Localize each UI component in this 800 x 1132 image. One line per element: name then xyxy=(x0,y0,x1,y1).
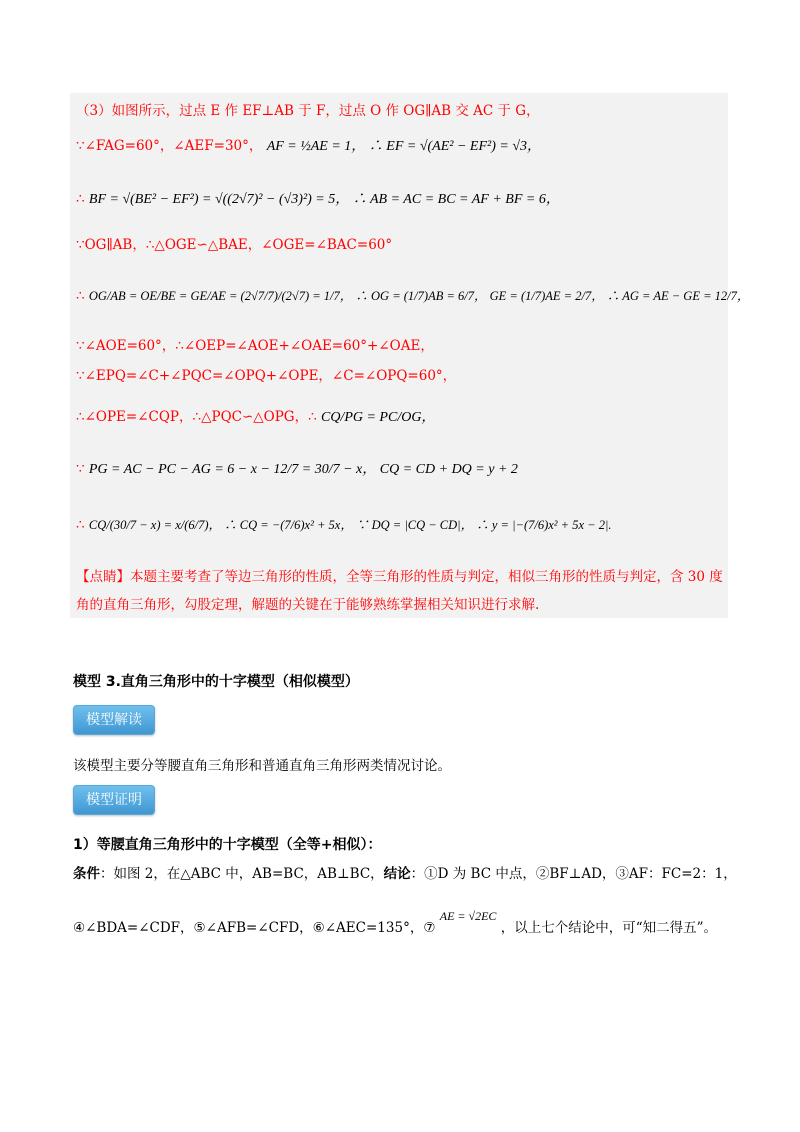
model-heading: 模型 3.直角三角形中的十字模型（相似模型） xyxy=(73,674,359,690)
formula: CQ/(30/7 − x) = x/(6/7)， ∴ CQ = −(7/6)x² + 5x， ∵ DQ = |CQ − CD|， ∴ y = |−(7/6)x² + 5x − 2|. xyxy=(88,518,612,532)
therefore-symbol: ∴ xyxy=(76,288,85,304)
because-symbol: ∵ xyxy=(76,461,85,477)
therefore-symbol: ∴ xyxy=(76,517,85,533)
solution-line-1 xyxy=(76,99,540,119)
condition-line xyxy=(73,862,737,882)
solution-line-6 xyxy=(76,334,434,354)
explain-text: 该模型主要分等腰直角三角形和普通直角三角形两类情况讨论。 xyxy=(73,758,451,774)
solution-box xyxy=(70,93,728,618)
formula: AE = √2EC xyxy=(439,909,497,923)
condition-text: ：如图 2，在△ABC 中，AB=BC，AB⊥BC， xyxy=(100,866,384,882)
conclusion-label: 结论 xyxy=(383,866,411,882)
line-text: （3）如图所示，过点 E 作 EF⊥AB 于 F，过点 O 作 OG∥AB 交 AC 于 G， xyxy=(76,103,540,119)
sub-heading: 1）等腰直角三角形中的十字模型（全等+相似）： xyxy=(73,837,382,853)
solution-line-10 xyxy=(76,515,612,533)
line-text: ∴∠OPE=∠CQP，∴△PQC∽△OPG，∴ xyxy=(76,409,317,425)
formula: AF = ½AE = 1， ∴ EF = √(AE² − EF²) = √3， xyxy=(266,139,542,154)
solution-line-8 xyxy=(76,405,435,426)
condition-label: 条件 xyxy=(73,866,100,882)
solution-line-9 xyxy=(76,458,518,478)
solution-line-7 xyxy=(76,364,456,384)
model-explain-button[interactable]: 模型解读 xyxy=(73,705,155,735)
key-point-note xyxy=(76,563,724,619)
line-text: ∵OG∥AB，∴△OGE∽△BAE，∠OGE=∠BAC=60° xyxy=(76,237,393,253)
line-text: ∵∠EPQ=∠C+∠PQC=∠OPQ+∠OPE，∠C=∠OPQ=60°， xyxy=(76,368,457,384)
line-text: ∵∠FAG=60°，∠AEF=30°， xyxy=(76,138,263,154)
conclusion-line-2 xyxy=(73,909,718,936)
note-label: 【点睛】 xyxy=(76,569,130,585)
formula: BF = √(BE² − EF²) = √((2√7)² − (√3)²) = 5， ∴ AB = AC = BC = AF + BF = 6， xyxy=(88,192,560,207)
note-text: 本题主要考查了等边三角形的性质，全等三角形的性质与判定，相似三角形的性质与判定，含 30 度角的直角三角形，勾股定理，解题的关键在于能够熟练掌握相关知识进行求解. xyxy=(76,569,723,613)
formula: OG/AB = OE/BE = GE/AE = (2√7/7)/(2√7) = 1/7， ∴ OG = (1/7)AB = 6/7， GE = (1/7)AE = 2/7， ∴ AG = AE − GE = 12/7， xyxy=(88,289,750,303)
conclusion-text: ：①D 为 BC 中点，②BF⊥AD，③AF：FC=2：1， xyxy=(410,866,737,882)
therefore-symbol: ∴ xyxy=(76,191,85,207)
conclusion-text-2: ④∠BDA=∠CDF，⑤∠AFB=∠CFD，⑥∠AEC=135°，⑦ xyxy=(73,920,436,936)
formula: PG = AC − PC − AG = 6 − x − 12/7 = 30/7 − x， CQ = CD + DQ = y + 2 xyxy=(88,462,518,477)
solution-line-5 xyxy=(76,286,749,304)
model-proof-button[interactable]: 模型证明 xyxy=(73,785,155,815)
solution-line-3 xyxy=(76,188,560,208)
formula: CQ/PG = PC/OG， xyxy=(320,410,436,425)
conclusion-tail: ，以上七个结论中，可“知二得五”。 xyxy=(500,920,718,936)
line-text: ∵∠AOE=60°，∴∠OEP=∠AOE+∠OAE=60°+∠OAE， xyxy=(76,338,434,354)
solution-line-4 xyxy=(76,233,392,253)
solution-line-2 xyxy=(76,134,541,155)
